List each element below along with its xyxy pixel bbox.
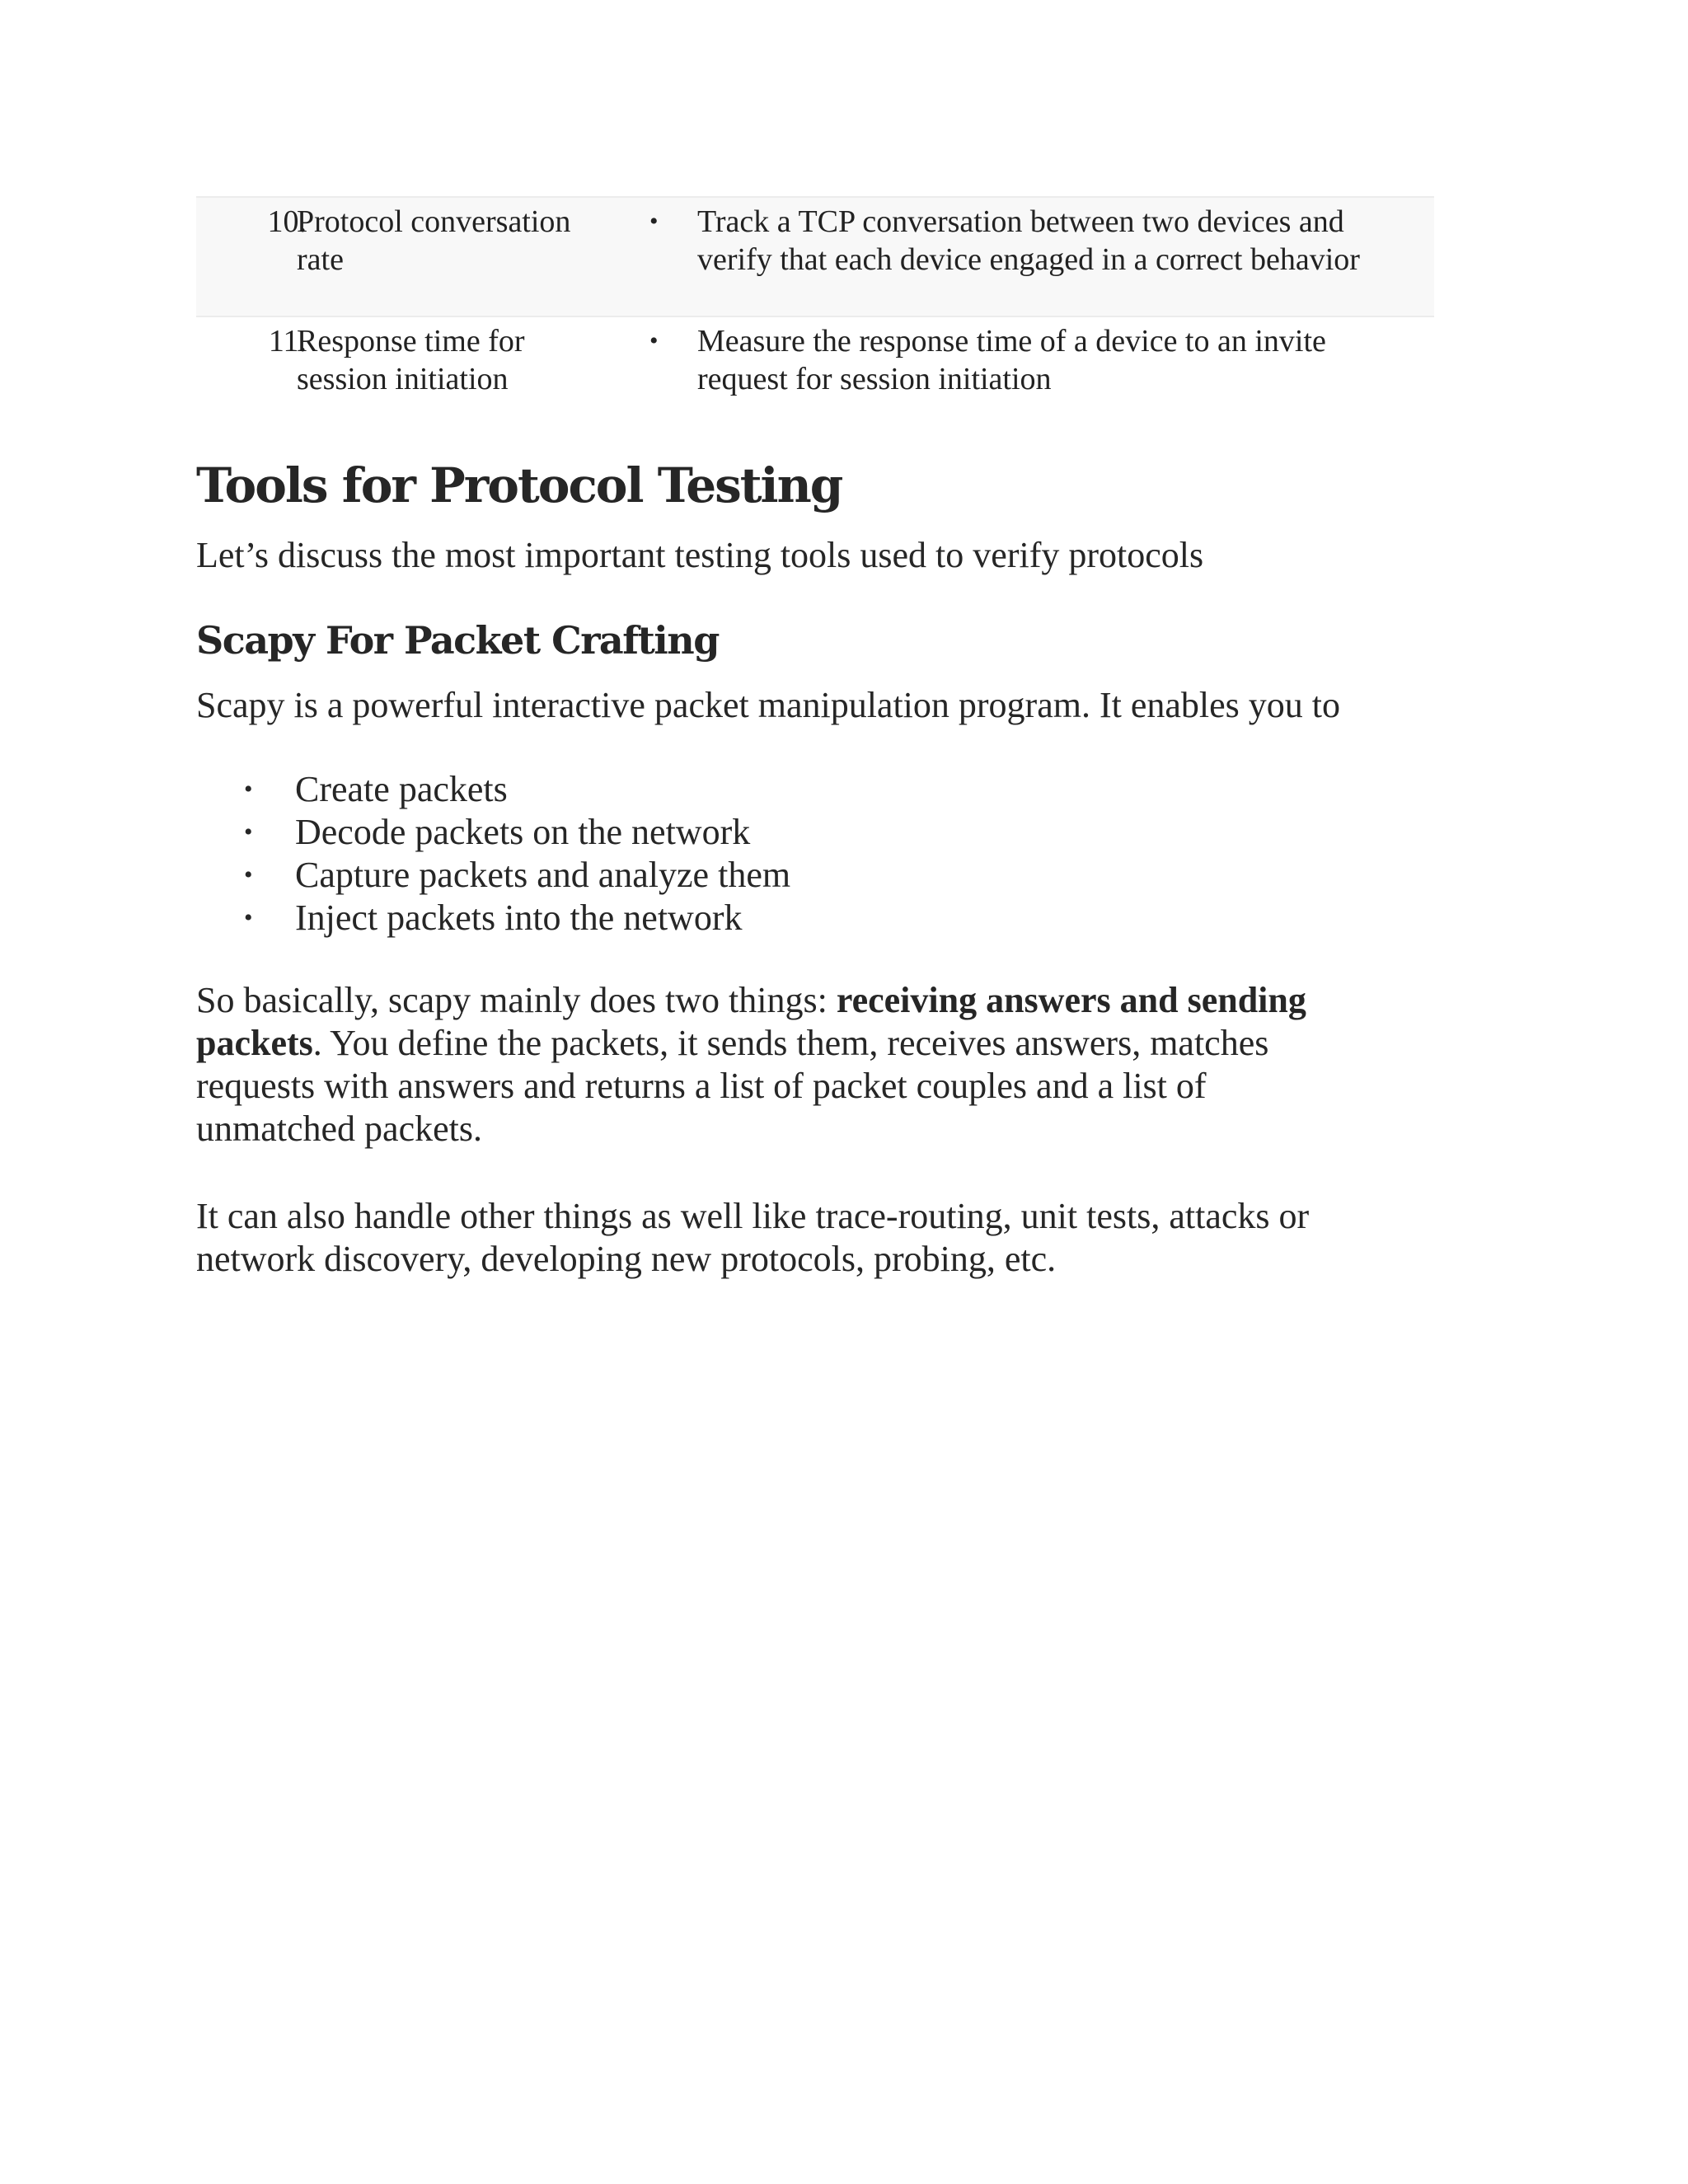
list-item [196, 854, 790, 897]
table-row [196, 196, 1434, 316]
section-intro: Let’s discuss the most important testing tools used to verify protocols [196, 535, 1204, 575]
table-row [196, 316, 1434, 421]
list-item [196, 811, 790, 854]
paragraph-text: . You define the packets, it sends them, receives answers, matches [312, 1023, 1269, 1063]
test-description-line: Track a TCP conversation between two devices and [697, 204, 1344, 239]
bullet-icon: • [244, 904, 253, 931]
paragraph-line: It can also handle other things as well like trace-routing, unit tests, attacks or [196, 1196, 1310, 1236]
paragraph-line: unmatched packets. [196, 1108, 482, 1149]
scapy-extra-paragraph [196, 1195, 1457, 1281]
test-description [697, 203, 1423, 279]
subsection-lead: Scapy is a powerful interactive packet manipulation program. It enables you to [196, 685, 1340, 725]
list-item [196, 897, 790, 940]
subsection-title: Scapy For Packet Crafting [196, 618, 719, 663]
list-item-text: Capture packets and analyze them [295, 855, 791, 895]
scapy-explanation-paragraph [196, 979, 1457, 1151]
emphasis-text: packets [196, 1023, 313, 1063]
emphasis-text: receiving answers and sending [836, 980, 1306, 1020]
section-title: Tools for Protocol Testing [196, 457, 842, 513]
list-item-text: Create packets [295, 769, 508, 809]
test-name-line: session initiation [297, 362, 509, 396]
test-cases-table [196, 196, 1434, 421]
bullet-icon: • [649, 208, 659, 235]
capability-list [196, 768, 790, 940]
bullet-icon: • [244, 776, 253, 803]
row-number: 11. [268, 324, 307, 359]
bullet-icon: • [244, 861, 253, 888]
test-description-line: Measure the response time of a device to an invite [697, 324, 1326, 359]
list-item-text: Inject packets into the network [295, 898, 743, 938]
test-name [297, 322, 593, 398]
test-name-line: rate [297, 242, 344, 277]
test-description-line: verify that each device engaged in a correct behavior [697, 242, 1360, 277]
paragraph-line: network discovery, developing new protocols, probing, etc. [196, 1239, 1057, 1279]
paragraph-line [196, 1022, 1457, 1065]
list-item [196, 768, 790, 811]
test-name-line: Response time for [297, 324, 525, 359]
paragraph-line [196, 979, 1457, 1022]
paragraph-text: So basically, scapy mainly does two things: [196, 980, 837, 1020]
bullet-icon: • [244, 818, 253, 846]
test-description [697, 322, 1423, 398]
list-item-text: Decode packets on the network [295, 812, 751, 852]
test-name-line: Protocol conversation [297, 204, 571, 239]
test-description-line: request for session initiation [697, 362, 1052, 396]
test-name [297, 203, 593, 279]
bullet-icon: • [649, 327, 659, 354]
paragraph-line: requests with answers and returns a list of packet couples and a list of [196, 1066, 1207, 1106]
row-number: 10. [267, 204, 307, 239]
